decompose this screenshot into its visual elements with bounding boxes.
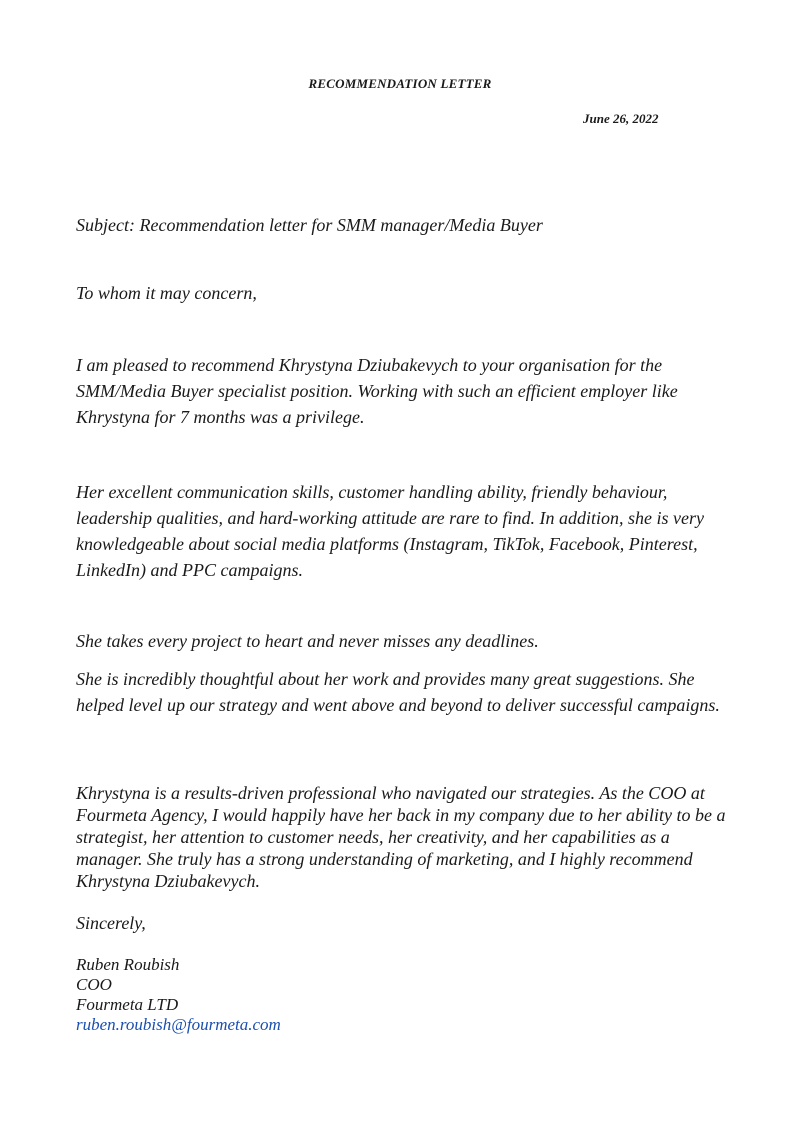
letter-heading: RECOMMENDATION LETTER	[308, 76, 492, 91]
paragraph-intro: I am pleased to recommend Khrystyna Dziubakevych to your organisation for the SMM/Media Buyer specialist position. Working with such an efficient employer like Khrystyna for 7 months was a privilege.	[76, 355, 678, 427]
closing: Sincerely,	[76, 913, 146, 933]
signer-title: COO	[76, 975, 112, 994]
signer-email-link[interactable]: ruben.roubish@fourmeta.com	[76, 1015, 281, 1034]
signer-company: Fourmeta LTD	[76, 995, 179, 1014]
salutation: To whom it may concern,	[76, 283, 257, 303]
paragraph-skills: Her excellent communication skills, customer handling ability, friendly behaviour, leadership qualities, and hard-working attitude are rare to find. In addition, she is very knowledgeable about social media platforms (Instagram, TikTok, Facebook, Pinterest, LinkedIn) and PPC campaigns.	[76, 482, 704, 580]
paragraph-deadlines: She takes every project to heart and never misses any deadlines.	[76, 631, 539, 651]
signer-name: Ruben Roubish	[76, 955, 180, 974]
paragraph-thoughtful: She is incredibly thoughtful about her work and provides many great suggestions. She helped level up our strategy and went above and beyond to deliver successful campaigns.	[76, 669, 720, 715]
signature-block	[76, 955, 281, 1035]
letter-date: June 26, 2022	[583, 111, 659, 126]
paragraph-conclusion: Khrystyna is a results-driven professional who navigated our strategies. As the COO at Fourmeta Agency, I would happily have her back in my company due to her ability to be a strategist, her attention to customer needs, her creativity, and her capabilities as a manager. She truly has a strong understanding of marketing, and I highly recommend Khrystyna Dziubakevych.	[76, 783, 726, 891]
subject-line: Subject: Recommendation letter for SMM manager/Media Buyer	[76, 215, 543, 235]
